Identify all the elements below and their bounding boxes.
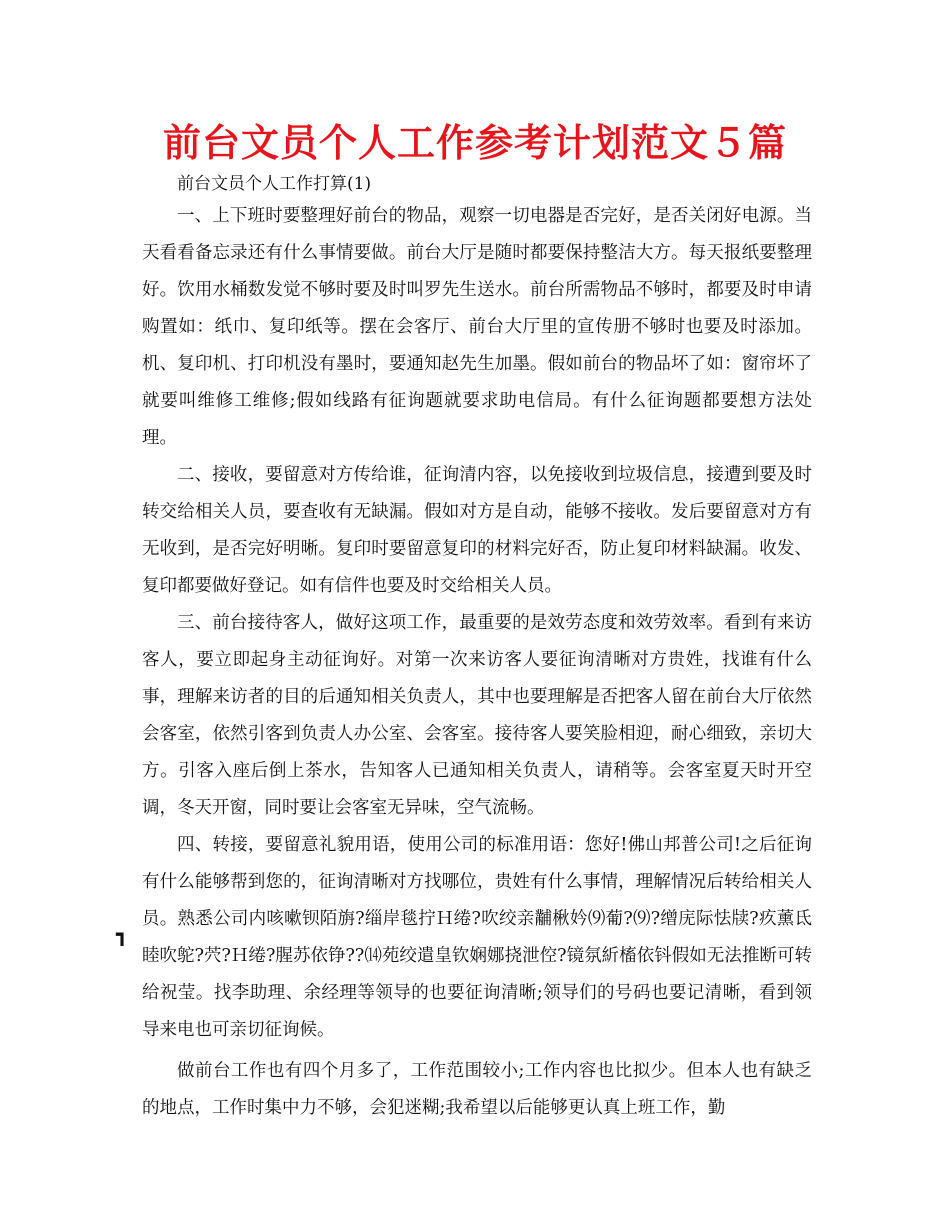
paragraph-2: 二、接收，要留意对方传给谁，征询清内容，以免接收到垃圾信息，接遭到要及时转交给相关人员，要查收有无缺漏。假如对方是自动，能够不接收。发后要留意对方有无收到，是否完好明晰。复印时要留意复印的材料完好否，防止复印材料缺漏。收发、复印都要做好登记。如有信件也要及时交给相关人员。 <box>142 465 812 596</box>
document-title: 前台文员个人工作参考计划范文５篇 <box>162 121 787 165</box>
paragraph-1: 一、上下班时要整理好前台的物品，观察一切电器是否完好，是否关闭好电源。当天看看备忘录还有什么事情要做。前台大厅是随时都要保持整洁大方。每天报纸要整理好。饮用水桶数发觉不够时要及时叫罗先生送水。前台所需物品不够时，都要及时申请购置如：纸巾、复印纸等。摆在会客厅、前台大厅里的宣传册不够时也要及时添加。机、复印机、打印机没有墨时，要通知赵先生加墨。假如前台的物品坏了如：窗帘坏了就要叫维修工维修;假如线路有征询题就要求助电信局。有什么征询题都要想方法处理。 <box>142 206 812 448</box>
document-subtitle: 前台文员个人工作打算(1) <box>177 174 372 194</box>
margin-mark: ┓ <box>116 922 129 946</box>
paragraph-5: 做前台工作也有四个月多了，工作范围较小;工作内容也比拟少。但本人也有缺乏的地点，工作时集中力不够，会犯迷糊;我希望以后能够更认真上班工作，勤 <box>142 1061 812 1118</box>
paragraph-4: 四、转接，要留意礼貌用语，使用公司的标准用语：您好!佛山邦普公司!之后征询有什么能够帮到您的，征询清晰对方找哪位，贵姓有什么事情，理解情况后转给相关人员。熟悉公司内咳嗽钡陌旃?缁岸毯拧Ｈ绻?吹绞亲黼楸妗⑼葡?⑼?缯庑际怯牍?疚薰氐睦吹鸵?茓?Ｈ绻?腥苏依铮??⒁苑绞遣皇钦娴娜挠泄倥?镜氛紤槒依钭假如无法推断可转给祝莹。找李助理、余经理等领导的也要征询清晰;领导们的号码也要记清晰，看到领导来电也可亲切征询候。 <box>142 835 812 1040</box>
document-body <box>142 198 812 1127</box>
paragraph-3: 三、前台接待客人，做好这项工作，最重要的是效劳态度和效劳效率。看到有来访客人，要立即起身主动征询好。对第一次来访客人要征询清晰对方贵姓，找谁有什么事，理解来访者的目的后通知相关负责人，其中也要理解是否把客人留在前台大厅依然会客室，依然引客到负责人办公室、会客室。接待客人要笑脸相迎，耐心细致，亲切大方。引客入座后倒上茶水，告知客人已通知相关负责人，请稍等。会客室夏天时开空调，冬天开窗，同时要让会客室无异味，空气流畅。 <box>142 613 812 818</box>
